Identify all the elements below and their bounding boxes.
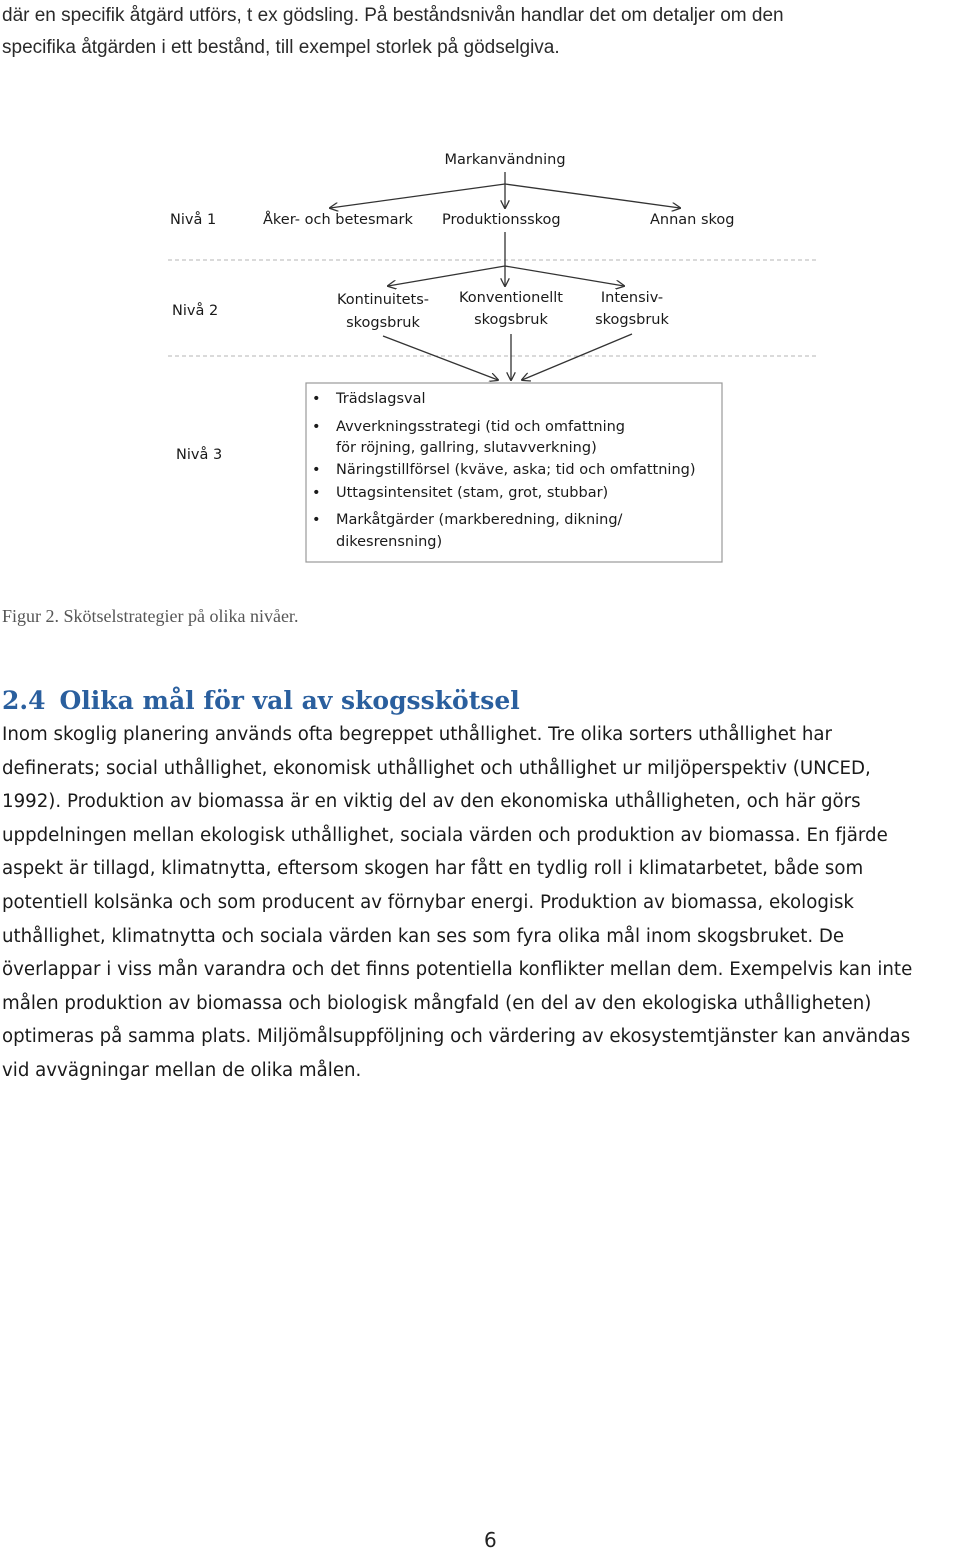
arrow-to-annan bbox=[505, 184, 680, 208]
bullet-icon: • bbox=[312, 391, 321, 407]
body-line: vid avvägningar mellan de olika målen. bbox=[2, 1059, 362, 1081]
level1-item: Åker- och betesmark bbox=[263, 212, 413, 228]
forest-management-figure bbox=[160, 140, 830, 570]
body-line: definerats; social uthållighet, ekonomisk uthållighet och uthållighet ur miljöperspektiv (UNCED, bbox=[2, 757, 871, 779]
level1-item: Annan skog bbox=[650, 212, 735, 228]
section-title: Olika mål för val av skogsskötsel bbox=[59, 686, 520, 715]
level-3-label: Nivå 3 bbox=[176, 447, 223, 463]
body-line: överlappar i viss mån varandra och det finns potentiella konflikter mellan dem. Exempelvis kan inte bbox=[2, 959, 913, 981]
body-line: uppdelningen mellan ekologisk uthållighet, sociala värden och produktion av biomassa. En fjärde bbox=[2, 824, 888, 846]
measure-item: Näringstillförsel (kväve, aska; tid och omfattning) bbox=[336, 462, 696, 478]
level-1-label: Nivå 1 bbox=[170, 212, 217, 228]
level2-item: skogsbruk bbox=[474, 312, 548, 328]
measure-item: för röjning, gallring, slutavverkning) bbox=[336, 440, 597, 456]
hierarchy-diagram bbox=[160, 140, 830, 570]
page-number: 6 bbox=[484, 1528, 497, 1552]
arrow-to-box bbox=[383, 336, 498, 380]
level2-item: Konventionellt bbox=[459, 290, 563, 306]
level2-item: skogsbruk bbox=[346, 315, 420, 331]
level1-item: Produktionsskog bbox=[442, 212, 561, 228]
bullet-icon: • bbox=[312, 462, 321, 478]
body-line: aspekt är tillagd, klimatnytta, eftersom skogen har fått en tydlig roll i klimatarbetet, både som bbox=[2, 858, 864, 880]
section-number: 2.4 bbox=[2, 686, 46, 715]
root-label: Markanvändning bbox=[444, 152, 566, 168]
measure-item: Trädslagsval bbox=[336, 391, 426, 407]
intro-line: där en specifik åtgärd utförs, t ex gödsling. På beståndsnivån handlar det om detaljer om den bbox=[2, 5, 784, 26]
arrow-to-aker bbox=[330, 184, 505, 208]
body-line: uthållighet, klimatnytta och sociala värden kan ses som fyra olika mål inom skogsbruket. De bbox=[2, 925, 845, 947]
arrow-to-intensiv bbox=[505, 266, 624, 286]
intro-line: specifika åtgärden i ett bestånd, till exempel storlek på gödselgiva. bbox=[2, 37, 560, 58]
arrow-to-box bbox=[522, 334, 632, 380]
measure-item: dikesrensning) bbox=[336, 534, 443, 550]
body-line: Inom skoglig planering används ofta begreppet uthållighet. Tre olika sorters uthållighet har bbox=[2, 724, 832, 745]
level2-item: skogsbruk bbox=[595, 312, 669, 328]
bullet-icon: • bbox=[312, 512, 321, 528]
body-line: målen produktion av biomassa och biologisk mångfald (en del av den ekologiska uthålligheten) bbox=[2, 992, 872, 1014]
body-paragraph bbox=[2, 718, 960, 1088]
intro-paragraph bbox=[2, 0, 952, 64]
level-2-label: Nivå 2 bbox=[172, 303, 219, 319]
level2-item: Kontinuitets- bbox=[336, 292, 430, 308]
measure-item: Markåtgärder (markberedning, dikning/ bbox=[336, 512, 623, 528]
bullet-icon: • bbox=[312, 485, 321, 501]
body-line: 1992). Produktion av biomassa är en viktig del av den ekonomiska uthålligheten, och här görs bbox=[2, 791, 861, 813]
bullet-icon: • bbox=[312, 419, 321, 435]
level2-item: Intensiv- bbox=[600, 290, 664, 306]
body-line: optimeras på samma plats. Miljömålsuppföljning och värdering av ekosystemtjänster kan användas bbox=[2, 1026, 911, 1048]
arrow-to-kontinuitet bbox=[388, 266, 505, 286]
section-heading bbox=[2, 686, 520, 715]
figure-caption: Figur 2. Skötselstrategier på olika nivåer. bbox=[2, 606, 299, 626]
measure-item: Uttagsintensitet (stam, grot, stubbar) bbox=[336, 485, 609, 501]
body-line: potentiell kolsänka och som producent av förnybar energi. Produktion av biomassa, ekologisk bbox=[2, 891, 854, 913]
measure-item: Avverkningsstrategi (tid och omfattning bbox=[336, 419, 626, 435]
